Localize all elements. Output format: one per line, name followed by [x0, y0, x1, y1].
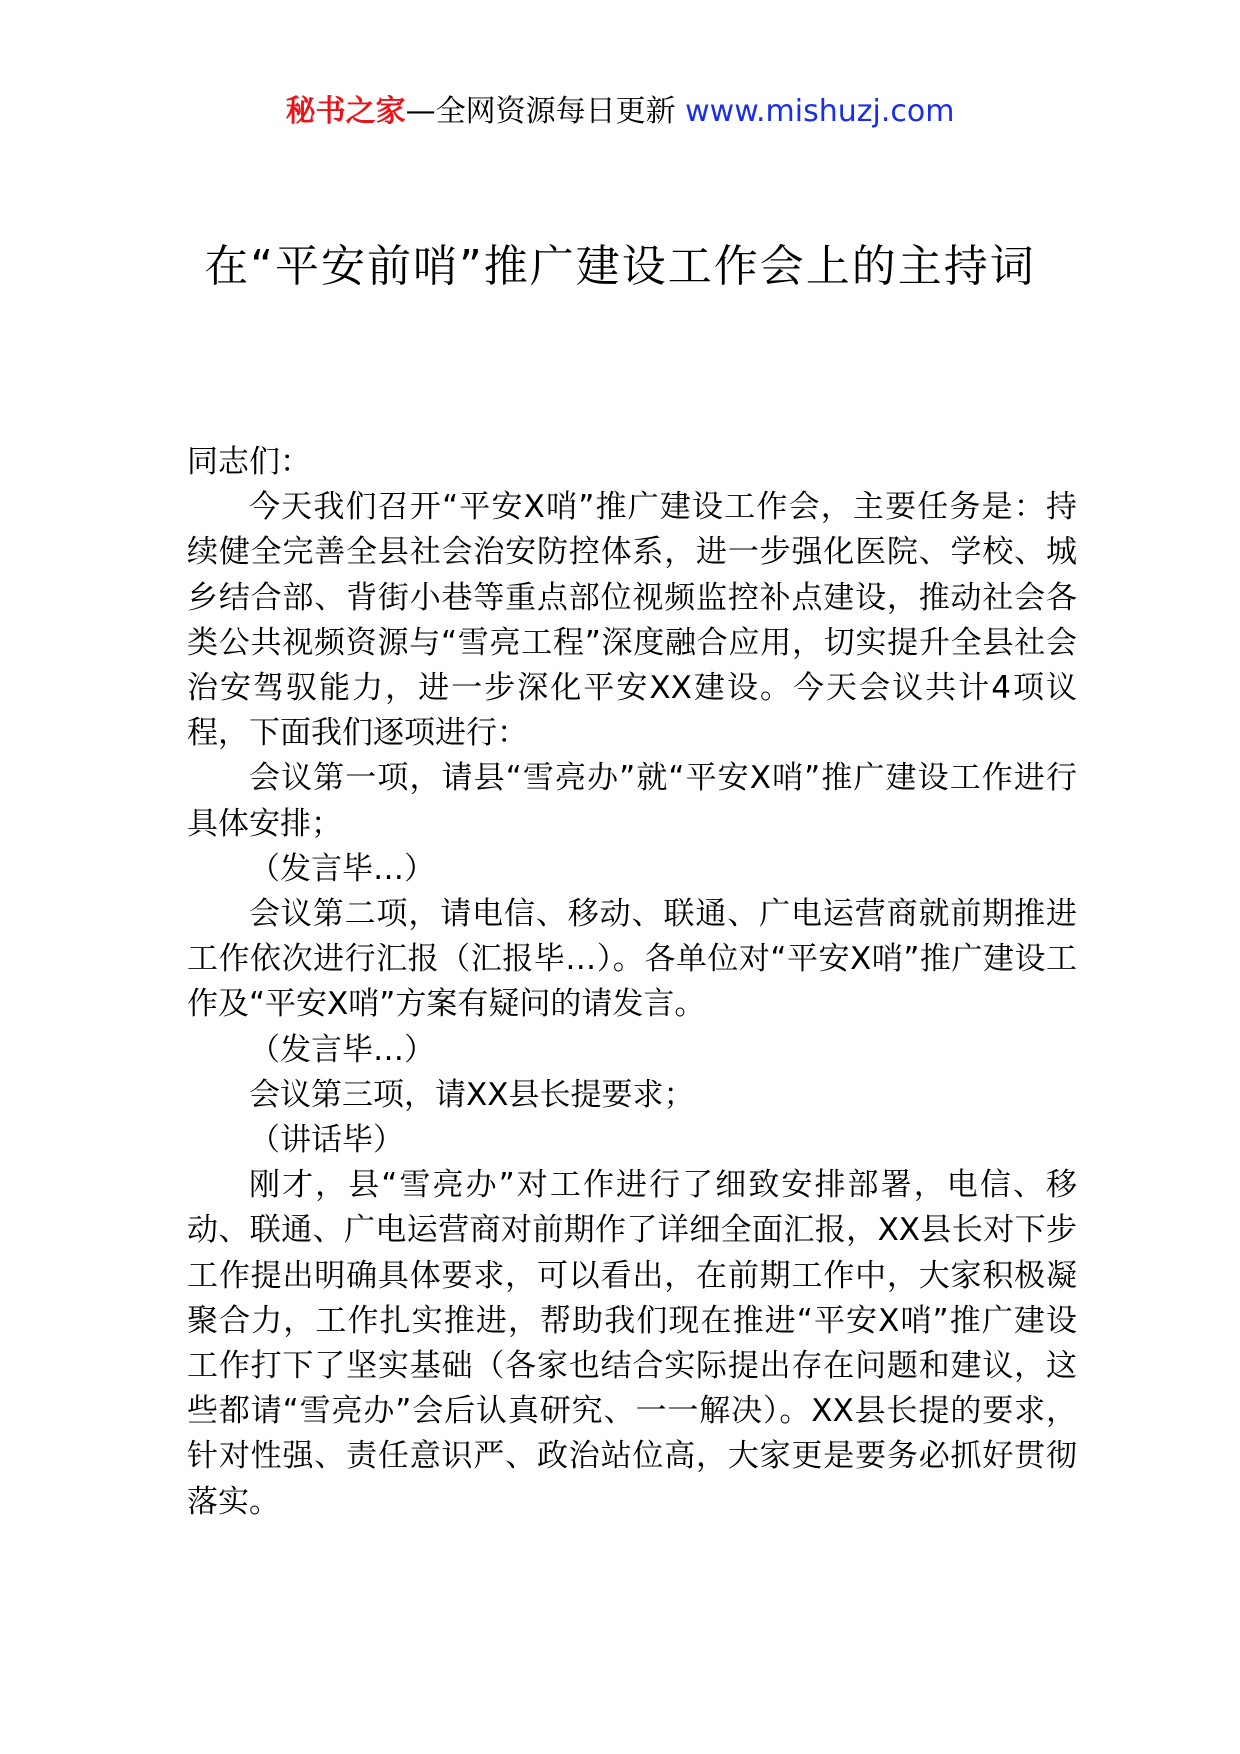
- paragraph-agenda-item-2: 会议第二项，请电信、移动、联通、广电运营商就前期推进工作依次进行汇报（汇报毕…）。各单位对“平安X哨”推广建设工作及“平安X哨”方案有疑问的请发言。: [187, 896, 1077, 1023]
- site-slogan: —全网资源每日更新: [405, 94, 686, 129]
- paragraph-speech-end-1: （发言毕…）: [249, 850, 435, 887]
- salutation: 同志们：: [187, 444, 311, 480]
- site-header: [0, 92, 1240, 132]
- paragraph-agenda-item-3: 会议第三项，请XX县长提要求；: [249, 1076, 695, 1113]
- site-url-link[interactable]: www.mishuzj.com: [685, 94, 955, 129]
- paragraph-intro: 今天我们召开“平安X哨”推广建设工作会，主要任务是：持续健全完善全县社会治安防控体系，进一步强化医院、学校、城乡结合部、背街小巷等重点部位视频监控补点建设，推动社会各类公共视频资源与“雪亮工程”深度融合应用，切实提升全县社会治安驾驭能力，进一步深化平安XX建设。今天会议共计4项议程，下面我们逐项进行：: [187, 489, 1077, 752]
- paragraph-summary: 刚才，县“雪亮办”对工作进行了细致安排部署，电信、移动、联通、广电运营商对前期作了详细全面汇报，XX县长对下步工作提出明确具体要求，可以看出，在前期工作中，大家积极凝聚合力，工作扎实推进，帮助我们现在推进“平安X哨”推广建设工作打下了坚实基础（各家也结合实际提出存在问题和建议，这些都请“雪亮办”会后认真研究、一一解决）。XX县长提的要求，针对性强、责任意识严、政治站位高，大家更是要务必抓好贯彻落实。: [187, 1167, 1077, 1520]
- paragraph-speech-end-2: （发言毕…）: [249, 1031, 435, 1068]
- site-brand: 秘书之家: [285, 94, 406, 129]
- paragraph-agenda-item-1: 会议第一项，请县“雪亮办”就“平安X哨”推广建设工作进行具体安排；: [187, 760, 1077, 842]
- document-title: 在“平安前哨”推广建设工作会上的主持词: [204, 241, 1036, 292]
- paragraph-speech-end-3: （讲话毕）: [249, 1122, 404, 1159]
- document-body: [187, 440, 1077, 1525]
